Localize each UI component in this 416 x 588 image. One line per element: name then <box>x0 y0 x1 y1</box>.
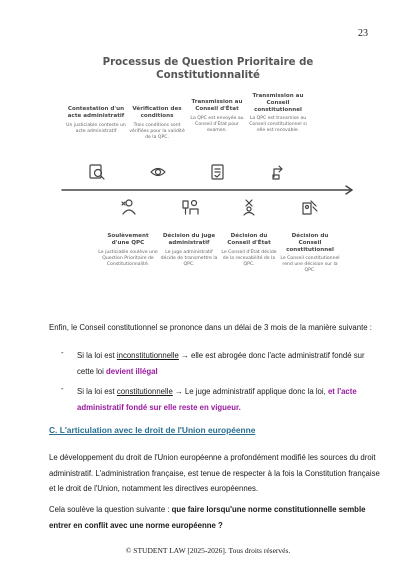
bullet-item-1 <box>77 348 377 379</box>
users-icon <box>119 198 139 216</box>
bullet-text: Si la loi est <box>77 351 117 360</box>
step-title: Transmission au Conseil d'État <box>191 99 243 112</box>
step-title: Décision du Conseil constitutionnel <box>286 233 334 253</box>
highlight-text: et l'acte administratif fondé sur elle reste en vigueur. <box>77 387 357 412</box>
paragraph-question <box>49 502 379 533</box>
bottom-step-4 <box>280 233 340 274</box>
step-desc: Trois conditions sont vérifiées pour la validité de la QPC. <box>129 122 185 140</box>
step-title: Vérification des conditions <box>132 106 182 119</box>
judge-icon <box>180 198 200 216</box>
step-title: Décision du Conseil d'État <box>227 233 271 246</box>
bullet-text: Si la loi est <box>77 387 117 396</box>
top-step-4 <box>248 93 308 134</box>
cancel-person-icon <box>240 198 260 216</box>
step-desc: Le Conseil d'État décide de la recevabilité de la QPC. <box>221 249 277 267</box>
bullet-marker: - <box>61 384 64 393</box>
bullet-text: → Le juge administratif applique donc la loi, <box>172 387 328 396</box>
section-title: C. L'articulation avec le droit de l'Union européenne <box>49 425 256 435</box>
step-desc: Un justiciable conteste un acte administratif <box>66 122 126 134</box>
highlight-text: devient illégal <box>106 366 158 376</box>
figure-title-line2: Constitutionnalité <box>156 70 260 81</box>
top-step-2 <box>127 106 187 141</box>
intro-paragraph: Enfin, le Conseil constitutionnel se prononce dans un délai de 3 mois de la manière suivante : <box>49 323 372 332</box>
page-number: 23 <box>358 28 368 39</box>
question-lead: Cela soulève la question suivante : <box>49 505 172 514</box>
pointer-icon <box>270 163 288 181</box>
top-step-1 <box>66 106 126 135</box>
step-title: Contestation d'un acte administratif <box>67 106 125 119</box>
timeline-arrow <box>60 184 360 196</box>
step-desc: Le justiciable soulève une Question Prioritaire de Constitutionnalité. <box>98 249 158 267</box>
bottom-step-3 <box>219 233 279 268</box>
step-title: Soulèvement d'une QPC <box>107 233 149 246</box>
bottom-step-1 <box>98 233 158 268</box>
step-title: Décision du juge administratif <box>162 233 216 246</box>
bullet-marker: - <box>61 348 64 357</box>
question-text: que faire lorsqu'une norme constitutionnelle semble entrer en conflit avec une norme européenne ? <box>49 505 366 530</box>
eye-icon <box>149 163 167 181</box>
bottom-step-2 <box>159 233 219 268</box>
gavel-person-icon <box>300 198 320 216</box>
step-desc: Le juge administratif décide de transmettre la QPC. <box>160 249 218 267</box>
paragraph-eu-law: Le développement du droit de l'Union européenne a profondément modifié les sources du droit administratif. L'administration française, est tenue de respecter à la fois la Constitution française et le droit de l'Union, notamment les directives européennes. <box>49 453 380 493</box>
figure-title <box>0 56 416 82</box>
step-title: Transmission au Conseil constitutionnel <box>252 93 304 113</box>
document-check-icon <box>209 163 227 181</box>
keyword-unconstitutional: inconstitutionnelle <box>116 351 179 360</box>
footer-copyright: © STUDENT LAW [2025-2026]. Tous droits réservés. <box>125 546 291 555</box>
keyword-constitutional: constitutionnelle <box>116 387 173 396</box>
bullet-item-2 <box>77 384 377 415</box>
top-step-3 <box>187 99 247 134</box>
user-search-icon <box>88 163 106 181</box>
figure-title-line1: Processus de Question Prioritaire de <box>102 57 314 68</box>
step-desc: La QPC est envoyée au Conseil d'État pour examen. <box>190 115 244 133</box>
step-desc: Le Conseil constitutionnel rend une décision sur la QPC. <box>280 256 340 274</box>
step-desc: La QPC est transmise au Conseil constitutionnel si elle est recevable. <box>249 116 307 134</box>
bullet-text: → elle est abrogée donc l'acte administratif fondé sur cette loi <box>77 351 365 376</box>
